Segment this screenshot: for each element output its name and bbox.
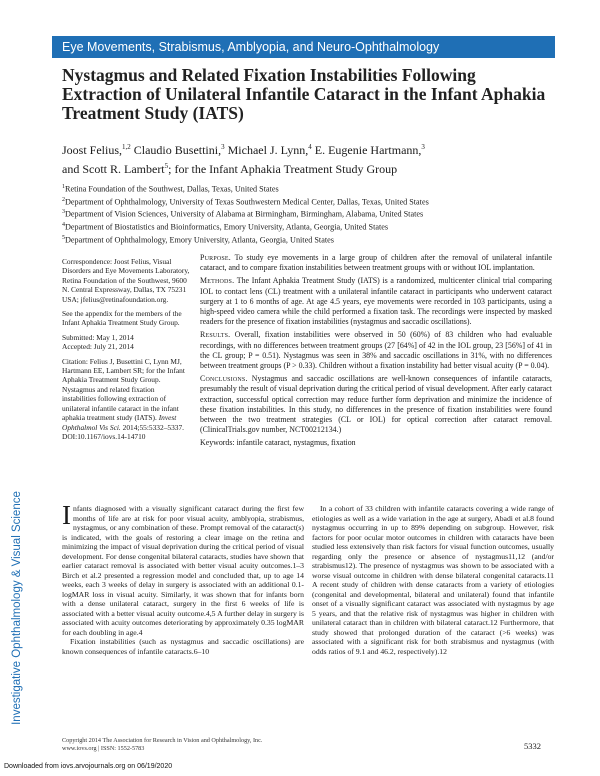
section-banner: Eye Movements, Strabismus, Amblyopia, and Neuro-Ophthalmology — [52, 36, 555, 58]
affiliation-num: 3 — [62, 209, 65, 216]
paragraph: Fixation instabilities (such as nystagmus and saccadic oscillations) are known consequences of infantile cataracts.6–10 — [62, 637, 304, 656]
abstract-purpose — [200, 253, 552, 273]
keywords-text: infantile cataract, nystagmus, fixation — [234, 438, 356, 448]
results-label: Results. — [200, 330, 231, 340]
correspondence: Correspondence: Joost Felius, Visual Disorders and Eye Movements Laboratory, Retina Foundation of the Southwest, 9600 N. Central Expressway, Dallas, TX 75231 USA; jfelius@retinafoundation.org. — [62, 257, 190, 304]
body-column-left — [62, 500, 304, 656]
author-1: Joost Felius, — [62, 143, 123, 157]
abstract-methods — [200, 276, 552, 327]
methods-text: The Infant Aphakia Treatment Study (IATS) is a randomized, multicenter clinical trial comparing IOL to contact lens (CL) treatment with a unilateral infantile cataract in participants who underwent cataract surgery at 1 to 6 months of age. At age 4.5 years, eye movements were recorded in 103 participants, using a high-speed video camera while the child performed a fixation task. The recordings were inspected by masked readers for the presence of fixation instabilities (nystagmus and saccadic oscillations). — [200, 276, 552, 327]
body-column-right — [312, 504, 554, 656]
purpose-label: Purpose. — [200, 253, 231, 262]
affiliation-num: 2 — [62, 196, 65, 203]
keywords-label: Keywords: — [200, 438, 235, 448]
submission-dates: Submitted: May 1, 2014 Accepted: July 21, 2014 — [62, 332, 134, 352]
citation — [62, 357, 190, 442]
author-3-sup: 4 — [308, 143, 312, 151]
affiliation-num: 5 — [62, 234, 65, 241]
copyright-footer — [62, 737, 262, 753]
author-2-sup: 3 — [221, 143, 225, 151]
page-number: 5332 — [524, 741, 541, 751]
copyright-line: Copyright 2014 The Association for Research in Vision and Ophthalmology, Inc. — [62, 737, 263, 744]
conclusions-label: Conclusions. — [200, 374, 248, 384]
paragraph-text: nfants diagnosed with a visually significant cataract during the first few months of life are at risk for poor visual acuity, amblyopia, strabismus, nystagmus, or any combination of these. Prompt removal of the cataract(s) is indicated, with the goals of restoring a clear image on the retina and minimizing the impact of visual deprivation during the critical period of visual development. For dense congenital bilateral cataracts, studies have shown that earlier cataract removal is associated with better visual acuity outcomes.1–3 Birch et al.2 presented a regression model and concluded that, up to age 14 weeks, each 3 weeks of delay in surgery is associated with an additional 0.1-logMAR loss in visual acuity. Similarly, it was shown that for infants born with a dense unilateral cataract, surgery in the first 6 weeks of life is associated with a better visual acuity outcome.4,5 A further delay in surgery is associated with acuity outcomes deteriorating by approximately 0.35 logMAR for each doubling in age.4 — [62, 504, 304, 637]
affiliation — [62, 207, 552, 220]
affiliation — [62, 182, 552, 195]
appendix-note: See the appendix for the members of the Infant Aphakia Treatment Study Group. — [62, 309, 182, 328]
issn-line: www.iovs.org | ISSN: 1552-5783 — [62, 745, 145, 752]
affiliation-num: 4 — [62, 222, 65, 229]
results-text: Overall, fixation instabilities were observed in 50 (60%) of 83 children who had evaluable recordings, with no differences between treatment groups (27 [64%] of 42 in the IOL group, 23 [56%] of 41 in the CL group; P = 0.51). Nystagmus was seen in 38% and saccadic oscillations in 31%, with no differences between treatment groups (P > 0.33). Children without a fixation instability had better visual acuity (P = 0.04). — [200, 330, 552, 371]
keywords — [200, 438, 552, 448]
author-5: and Scott R. Lambert — [62, 162, 165, 176]
author-5-sup: 5 — [164, 162, 169, 170]
affiliation-text: Department of Ophthalmology, University of Texas Southwestern Medical Center, Dallas, Texas, United States — [65, 197, 429, 207]
journal-side-label — [8, 492, 26, 724]
abstract-results — [200, 330, 552, 371]
citation-text: Citation: Felius J, Busettini C, Lynn MJ, Hartmann EE, Lambert SR; for the Infant Aphakia Treatment Study Group. Nystagmus and related fixation instabilities following extraction of unilateral infantile cataract in the infant aphakia treatment study (IATS). — [62, 356, 185, 423]
article-sidebar — [62, 257, 190, 446]
citation-doi: 2014;55:5332–5337. DOI:10.1167/iovs.14-14710 — [62, 422, 185, 441]
author-1-sup: 1,2 — [122, 143, 131, 151]
article-title: Nystagmus and Related Fixation Instabilities Following Extraction of Unilateral Infantile Cataract in the Infant Aphakia Treatment Study (IATS) — [62, 65, 546, 123]
download-note: Downloaded from iovs.arvojournals.org on 06/19/2020 — [4, 763, 173, 770]
affiliations — [62, 182, 552, 246]
paragraph: In a cohort of 33 children with infantile cataracts covering a wide range of etiologies as well as a wide variation in the age at surgery, Abadi et al.8 found nystagmus occurring in up to 89% depending on subgroup. However, risk factors for poor ocular motor outcomes in children with cataracts have been studied less extensively than risk factors for visual function outcomes, usually regarding only the presence or absence of nystagmus11,12 (and/or strabismus12). The presence of nystagmus was shown to be associated with a worse visual outcome in children with dense bilateral congenital cataracts.11 A recent study of children with dense cataracts from a variety of etiologies (congenital and developmental, bilateral and unilateral) found that infantile onset of a visually significant cataract was associated with nystagmus by age 5 years, and that the relative risk of nystagmus was higher in children with unilateral cataract than in children with bilateral cataract.12 Furthermore, that study showed that prolonged duration of the cataract (>6 weeks) was associated with a significant risk for both strabismus and nystagmus (with odds ratios of 9.1 and 46.2, respectively).12 — [312, 504, 554, 656]
journal-name: Investigative Ophthalmology & Visual Science — [11, 491, 23, 725]
drop-cap: I — [62, 500, 71, 530]
author-4: E. Eugenie Hartmann, — [311, 143, 422, 157]
author-list — [62, 139, 552, 177]
affiliation-text: Department of Vision Sciences, University of Alabama at Birmingham, Birmingham, Alabama, United States — [65, 210, 424, 220]
paragraph — [62, 500, 304, 637]
citation-journal: Invest Ophthalmol Vis Sci. — [62, 413, 177, 432]
affiliation — [62, 233, 552, 246]
author-4-sup: 3 — [421, 143, 425, 151]
affiliation-text: Department of Biostatistics and Bioinformatics, Emory University, Atlanta, Georgia, United States — [65, 222, 389, 232]
conclusions-text: Nystagmus and saccadic oscillations are well-known consequences of infantile cataracts, presumably the result of visual deprivation during the critical period of visual development. After early cataract extraction, successful optical correction may reduce further form deprivation and minimize the incidence of these fixation instabilities. In this study, no differences in the presence of fixation instabilities were found between the two treatment strategies (CL or IOL) for optical correction after cataract removal. (ClinicalTrials.gov number, NCT00212134.) — [200, 374, 552, 435]
study-group: ; for the Infant Aphakia Treatment Study Group — [168, 162, 398, 176]
abstract-conclusions — [200, 374, 552, 435]
affiliation-text: Department of Ophthalmology, Emory University, Atlanta, Georgia, United States — [65, 235, 334, 245]
author-2: Claudio Busettini, — [130, 143, 222, 157]
affiliation-num: 1 — [62, 184, 65, 190]
affiliation-text: Retina Foundation of the Southwest, Dallas, Texas, United States — [65, 184, 279, 194]
affiliation — [62, 195, 552, 208]
author-3: Michael J. Lynn, — [224, 143, 309, 157]
affiliation — [62, 220, 552, 233]
methods-label: Methods. — [200, 276, 235, 286]
purpose-text: To study eye movements in a large group of children after the removal of unilateral infantile cataract, and to compare fixation instabilities between treatment groups with or without IOL implantation. — [200, 253, 552, 273]
abstract — [200, 253, 552, 452]
